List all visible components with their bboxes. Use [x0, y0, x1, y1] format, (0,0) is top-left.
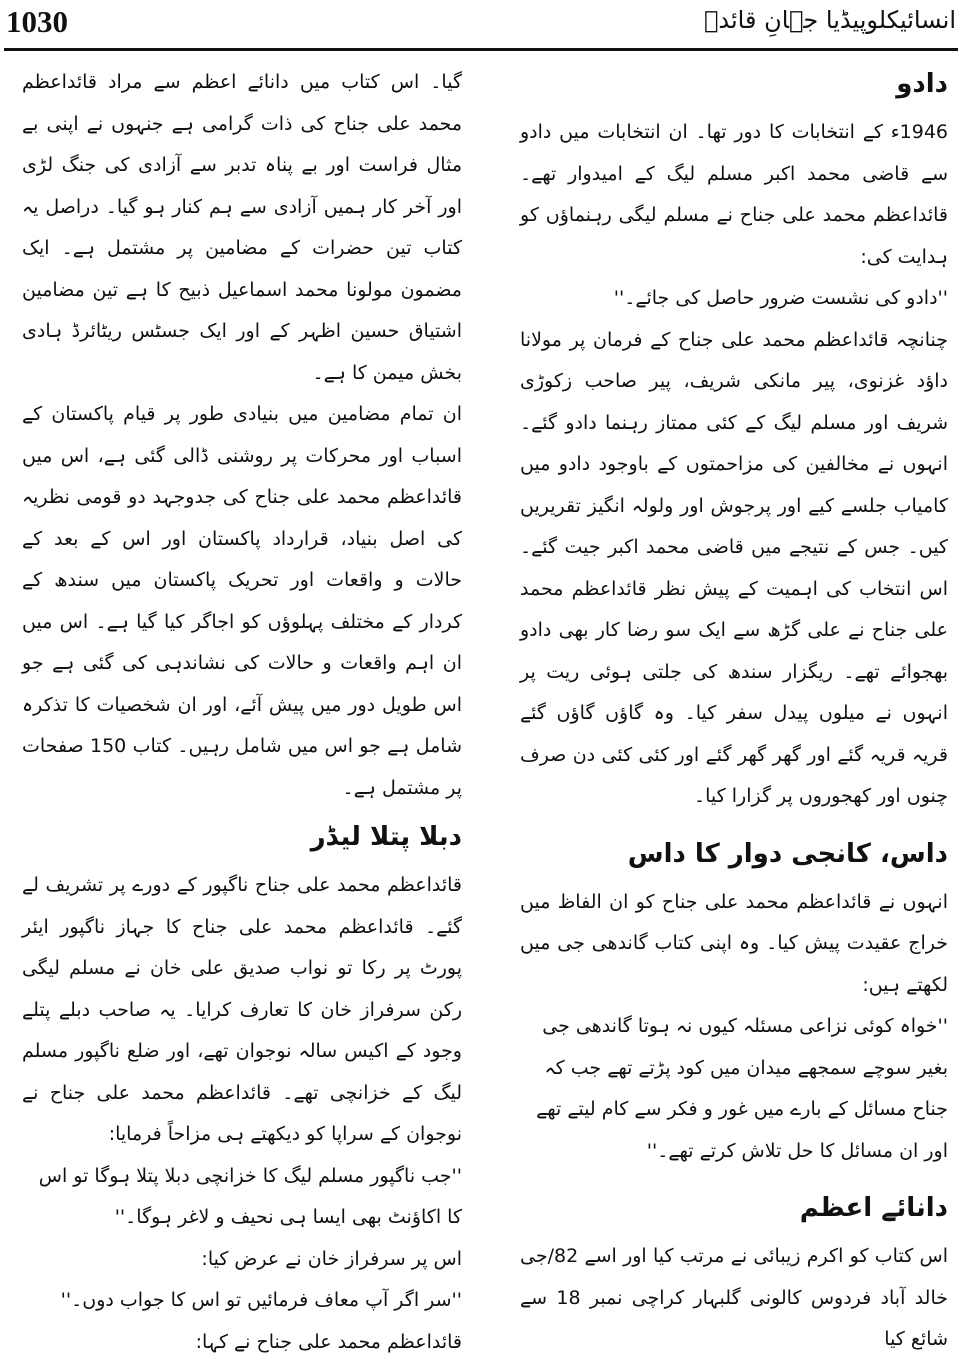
heading-das: داس، کانجی دوار کا داس	[520, 832, 948, 876]
page-number: 1030	[6, 4, 68, 40]
dadu-quote: ''دادو کی نشست ضرور حاصل کی جائے۔''	[520, 278, 948, 320]
das-paragraph-1: انہوں نے قائداعظم محمد علی جناح کو ان الفاظ میں خراج عقیدت پیش کیا۔ وہ اپنی کتاب گاندھی جی میں لکھتے ہیں:	[520, 882, 948, 1007]
dubla-quote-1: ''جب ناگپور مسلم لیگ کا خزانچی دبلا پتلا ہوگا تو اس کا اکاؤنٹ بھی ایسا ہی نحیف و لاغر ہوگا۔''	[22, 1156, 462, 1239]
heading-dubla-patla-leader: دبلا پتلا لیڈر	[22, 815, 462, 859]
header-rule	[4, 48, 958, 51]
heading-danai-azam: دانائے اعظم	[520, 1186, 948, 1230]
running-title: انسائیکلوپیڈیا جہانِ قائدؒ	[704, 6, 956, 34]
left-column	[22, 62, 462, 1322]
page-header	[0, 0, 968, 54]
dubla-line-1: اس پر سرفراز خان نے عرض کیا:	[22, 1239, 462, 1281]
danai-continued-paragraph-1: گیا۔ اس کتاب میں دانائے اعظم سے مراد قائداعظم محمد علی جناح کی ذات گرامی ہے جنہوں نے اپنی بے مثال فراست اور بے پناہ تدبر سے آزادی کی جنگ لڑی اور آخر کار ہمیں آزادی سے ہم کنار ہو گیا۔ دراصل یہ کتاب تین حضرات کے مضامین پر مشتمل ہے۔ ایک مضمون مولونا محمد اسماعیل ذبیح کا ہے تین مضامین اشتیاق حسین اظہر کے اور ایک جسٹس ریٹائرڈ ہادی بخش میمن کا ہے۔	[22, 62, 462, 394]
dadu-paragraph-1: 1946ء کے انتخابات کا دور تھا۔ ان انتخابات میں دادو سے قاضی محمد اکبر مسلم لیگ کے امیدوار تھے۔ قائداعظم محمد علی جناح نے مسلم لیگی رہنماؤں کو ہدایت کی:	[520, 112, 948, 278]
das-quote: ''خواہ کوئی نزاعی مسئلہ کیوں نہ ہوتا گاندھی جی بغیر سوچے سمجھے میدان میں کود پڑتے تھے جب کہ جناح مسائل کے بارے میں غور و فکر سے کام لیتے تھے اور ان مسائل کا حل تلاش کرتے تھے۔''	[520, 1006, 948, 1172]
dadu-paragraph-2: چنانچہ قائداعظم محمد علی جناح کے فرمان پر مولانا داؤد غزنوی، پیر مانکی شریف، پیر صاحب زکوڑی شریف اور مسلم لیگ کے کئی ممتاز رہنما دادو گئے۔ انہوں نے مخالفین کی مزاحمتوں کے باوجود دادو میں کامیاب جلسے کیے اور پرجوش اور ولولہ انگیز تقریریں کیں۔ جس کے نتیجے میں قاضی محمد اکبر جیت گئے۔ اس انتخاب کی اہمیت کے پیش نظر قائداعظم محمد علی جناح نے علی گڑھ سے ایک سو رضا کار بھی دادو بھجوائے تھے۔ ریگزار سندھ کی جلتی ہوئی ریت پر انہوں نے میلوں پیدل سفر کیا۔ وہ گاؤں گاؤں گئے قریہ قریہ گئے اور گھر گھر گئے اور کئی کئی دن صرف چنوں اور کھجوروں پر گزارا کیا۔	[520, 320, 948, 818]
dubla-paragraph-1: قائداعظم محمد علی جناح ناگپور کے دورے پر تشریف لے گئے۔ قائداعظم محمد علی جناح کا جہاز ناگپور ایئر پورٹ پر رکا تو نواب صدیق علی خان نے مسلم لیگی رکن سرفراز خان کا تعارف کرایا۔ یہ صاحب دبلے پتلے وجود کے اکیس سالہ نوجوان تھے، اور ضلع ناگپور مسلم لیگ کے خزانچی تھے۔ قائداعظم محمد علی جناح نے نوجوان کے سراپا کو دیکھتے ہی مزاحاً فرمایا:	[22, 865, 462, 1156]
heading-dadu: دادو	[520, 62, 948, 106]
danai-paragraph-1: اس کتاب کو اکرم زیبائی نے مرتب کیا اور اسے 82/جی خالد آباد فردوس کالونی گلبہار کراچی نمبر 18 سے شائع کیا	[520, 1236, 948, 1361]
dubla-line-2: قائداعظم محمد علی جناح نے کہا:	[22, 1322, 462, 1363]
danai-continued-paragraph-2: ان تمام مضامین میں بنیادی طور پر قیام پاکستان کے اسباب اور محرکات پر روشنی ڈالی گئی ہے، اس میں قائداعظم محمد علی جناح کی جدوجہد دو قومی نظریہ کی اصل بنیاد، قرارداد پاکستان اور اس کے بعد کے حالات و واقعات اور تحریک پاکستان میں سندھ کے کردار کے مختلف پہلوؤں کو اجاگر کیا گیا ہے۔ اس میں ان اہم واقعات و حالات کی نشاندہی کی گئی ہے جو اس طویل دور میں پیش آئے، اور ان شخصیات کا تذکرہ شامل ہے جو اس میں شامل رہیں۔ کتاب 150 صفحات پر مشتمل ہے۔	[22, 394, 462, 809]
dubla-quote-2: ''سر اگر آپ معاف فرمائیں تو اس کا جواب دوں۔''	[22, 1280, 462, 1322]
right-column	[520, 62, 948, 1322]
